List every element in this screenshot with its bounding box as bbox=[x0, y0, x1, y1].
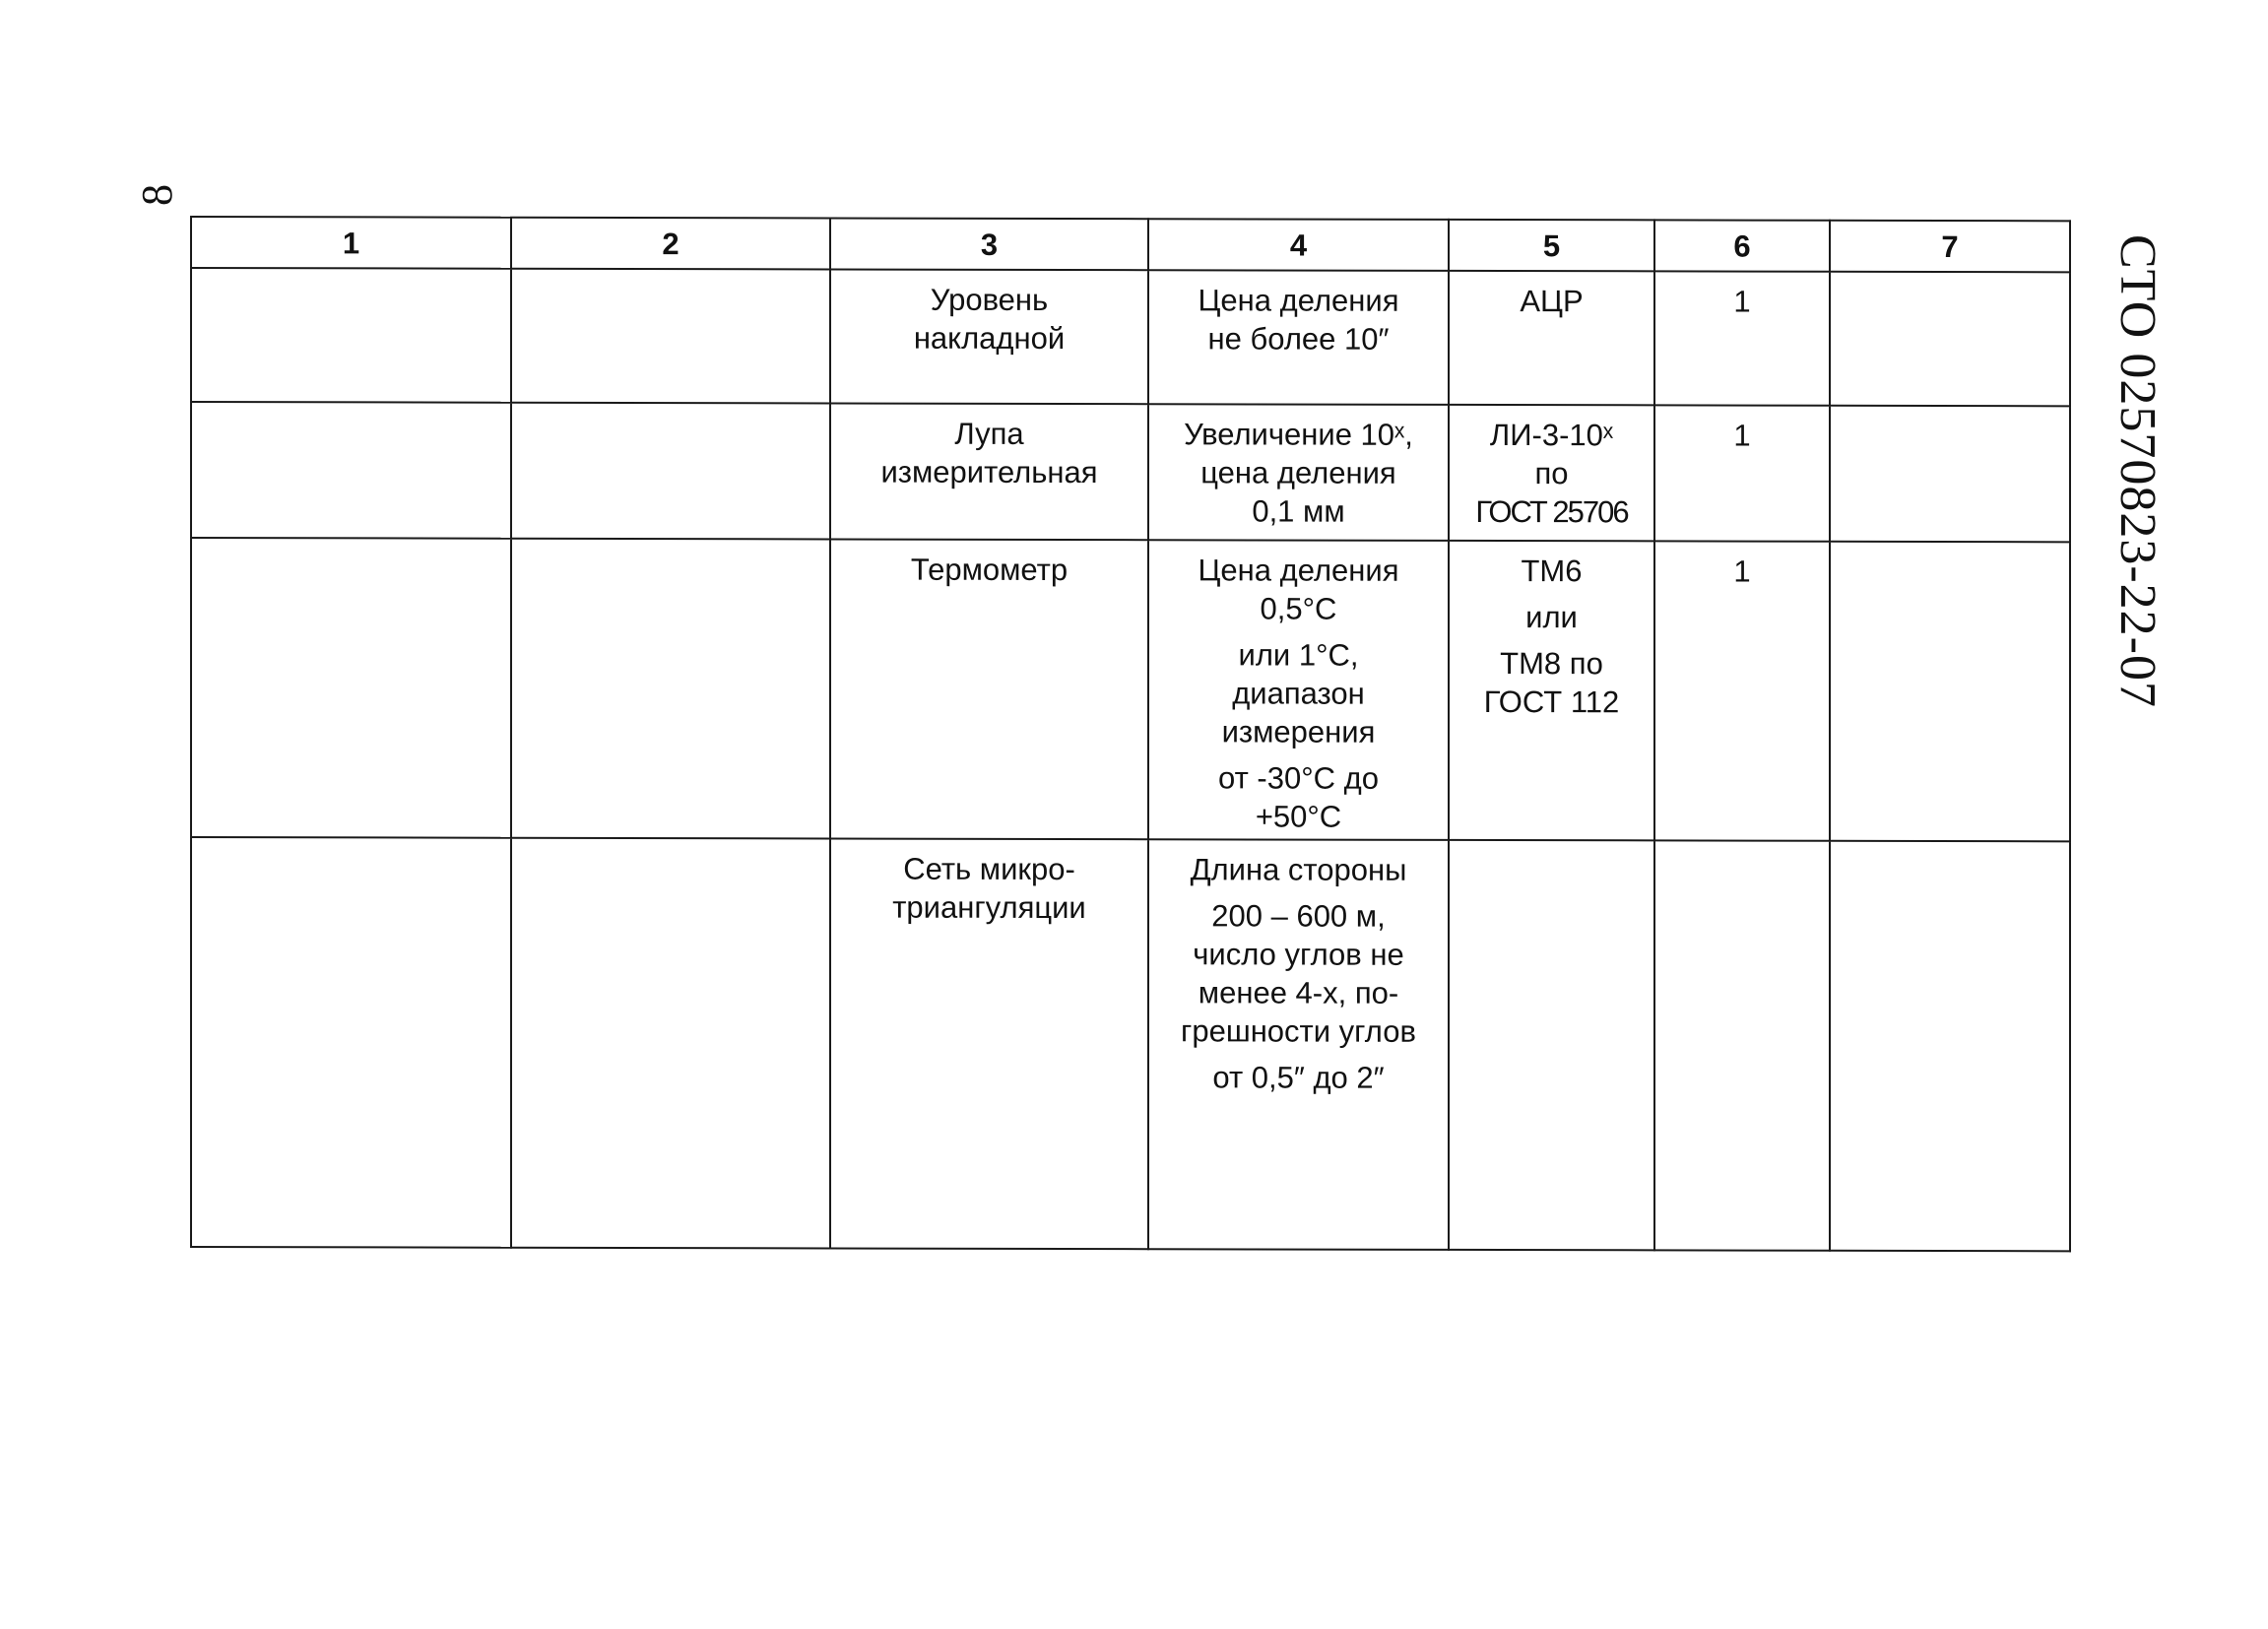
table-row bbox=[191, 538, 2070, 841]
cell-col7 bbox=[1830, 841, 2070, 1252]
cell-col7 bbox=[1830, 542, 2070, 842]
cell-quantity: 1 bbox=[1654, 541, 1830, 840]
cell-col2 bbox=[511, 539, 830, 839]
cell-col7 bbox=[1830, 406, 2070, 543]
column-header-1: 1 bbox=[191, 217, 511, 269]
cell-quantity bbox=[1654, 840, 1830, 1250]
cell-col7 bbox=[1830, 272, 2070, 407]
cell-col1 bbox=[191, 268, 511, 403]
cell-instrument-name: Уровень накладной bbox=[830, 269, 1148, 404]
column-header-7: 7 bbox=[1830, 221, 2070, 273]
document-code: СТО 02570823-22-07 bbox=[2109, 234, 2166, 708]
column-header-4: 4 bbox=[1148, 219, 1449, 271]
cell-type-standard bbox=[1449, 840, 1654, 1250]
column-header-6: 6 bbox=[1654, 220, 1830, 271]
cell-quantity: 1 bbox=[1654, 271, 1830, 405]
cell-type-standard: ЛИ-3-10ˣ по ГОСТ 25706 bbox=[1449, 405, 1654, 541]
column-header-2: 2 bbox=[511, 218, 830, 270]
cell-instrument-name: Сеть микро- триангуляции bbox=[830, 838, 1148, 1249]
column-header-3: 3 bbox=[830, 218, 1148, 270]
cell-col1 bbox=[191, 538, 511, 838]
cell-instrument-name: Термометр bbox=[830, 539, 1148, 839]
cell-instrument-name: Лупа измерительная bbox=[830, 403, 1148, 540]
cell-characteristics: Увеличение 10ˣ, цена деления 0,1 мм bbox=[1148, 404, 1449, 541]
specification-table bbox=[190, 216, 2071, 1252]
table-row bbox=[191, 402, 2070, 542]
cell-characteristics: Цена деления не более 10″ bbox=[1148, 270, 1449, 405]
cell-characteristics: Цена деления 0,5°С или 1°С, диапазон измерения от -30°С до +50°С bbox=[1148, 540, 1449, 840]
column-header-5: 5 bbox=[1449, 220, 1654, 271]
header-row bbox=[191, 217, 2070, 272]
cell-col2 bbox=[511, 403, 830, 540]
page-number: 8 bbox=[133, 184, 181, 206]
cell-characteristics: Длина стороны 200 – 600 м, число углов не менее 4-х, по- грешности углов от 0,5″ до 2″ bbox=[1148, 839, 1449, 1250]
cell-col1 bbox=[191, 837, 511, 1248]
table-row bbox=[191, 837, 2070, 1251]
cell-type-standard: ТМ6 или ТМ8 по ГОСТ 112 bbox=[1449, 541, 1654, 840]
cell-quantity: 1 bbox=[1654, 405, 1830, 541]
cell-col1 bbox=[191, 402, 511, 539]
cell-col2 bbox=[511, 838, 830, 1249]
cell-type-standard: АЦР bbox=[1449, 271, 1654, 405]
cell-col2 bbox=[511, 269, 830, 404]
table-row bbox=[191, 268, 2070, 406]
